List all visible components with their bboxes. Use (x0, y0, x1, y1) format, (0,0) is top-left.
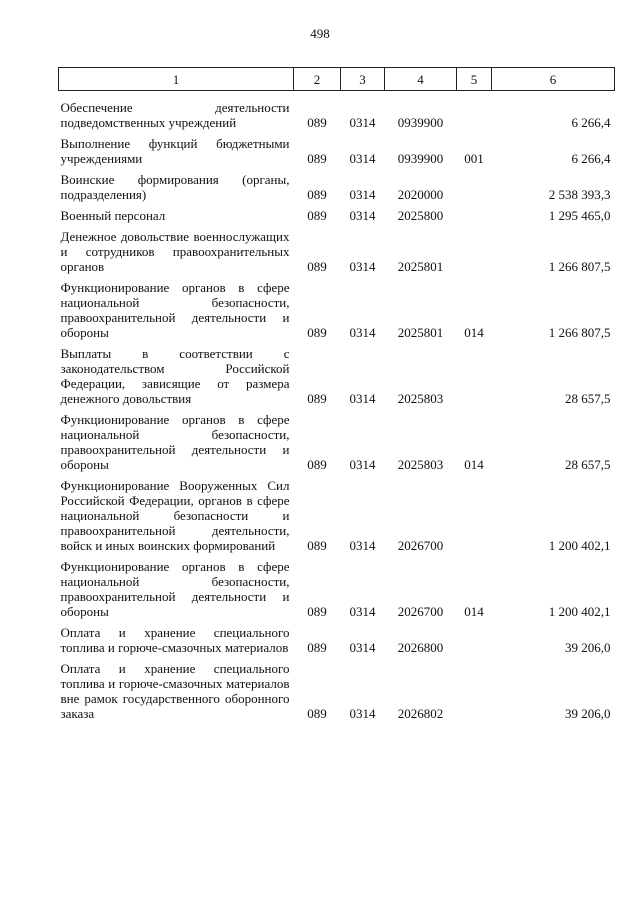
row-col-4: 0939900 (397, 115, 444, 130)
row-name: Военный персонал (60, 208, 166, 223)
row-col-5 (457, 202, 492, 223)
row-name: Денежное довольствие военнослужащих и сотрудников правоохранительных органов (60, 229, 290, 274)
row-col-5: 014 (464, 457, 484, 472)
table-row (59, 406, 615, 472)
row-amount: 1 295 465,0 (548, 208, 611, 223)
row-col-4: 2026800 (397, 640, 444, 655)
row-name: Оплата и хранение специального топлива и горюче-смазочных материалов вне рамок государственного оборонного заказа (60, 661, 290, 721)
table-row (59, 340, 615, 406)
row-amount: 1 200 402,1 (548, 604, 611, 619)
budget-table (58, 67, 615, 721)
row-name: Воинские формирования (органы, подразделения) (60, 172, 290, 202)
table-row (59, 619, 615, 655)
row-col-4: 2025803 (397, 457, 444, 472)
row-amount: 1 266 807,5 (548, 259, 611, 274)
row-name: Функционирование Вооруженных Сил Российской Федерации, органов в сфере национальной безопасности и правоохранительной деятельности, войск и иных воинских формирований (60, 478, 290, 553)
table-row (59, 166, 615, 202)
header-col-1: 1 (59, 68, 294, 91)
row-amount: 6 266,4 (571, 115, 611, 130)
row-col-2: 089 (307, 151, 327, 166)
table-row (59, 223, 615, 274)
table-row (59, 655, 615, 721)
row-name: Функционирование органов в сфере национальной безопасности, правоохранительной деятельности и обороны (60, 280, 290, 340)
row-col-4: 2026700 (397, 604, 444, 619)
header-col-4: 4 (385, 68, 457, 91)
table-row (59, 553, 615, 619)
row-col-3: 0314 (349, 325, 376, 340)
row-col-4: 2025801 (397, 259, 444, 274)
row-col-3: 0314 (349, 706, 376, 721)
page-number: 498 (310, 26, 330, 41)
row-col-2: 089 (307, 391, 327, 406)
row-col-4: 2026700 (397, 538, 444, 553)
header-col-5: 5 (457, 68, 492, 91)
row-name: Функционирование органов в сфере национальной безопасности, правоохранительной деятельности и обороны (60, 559, 290, 619)
row-col-5 (457, 472, 492, 553)
row-col-2: 089 (307, 259, 327, 274)
table-row (59, 472, 615, 553)
row-name: Выполнение функций бюджетными учреждениями (60, 136, 290, 166)
table-row (59, 130, 615, 166)
row-col-3: 0314 (349, 457, 376, 472)
row-col-3: 0314 (349, 208, 376, 223)
row-col-3: 0314 (349, 391, 376, 406)
row-col-2: 089 (307, 187, 327, 202)
row-col-3: 0314 (349, 259, 376, 274)
row-col-2: 089 (307, 208, 327, 223)
row-amount: 39 206,0 (565, 640, 611, 655)
row-amount: 6 266,4 (571, 151, 611, 166)
row-col-5 (457, 655, 492, 721)
row-col-5 (457, 223, 492, 274)
row-col-4: 2020000 (397, 187, 444, 202)
row-amount: 28 657,5 (565, 457, 611, 472)
header-col-3: 3 (341, 68, 385, 91)
row-col-5 (457, 166, 492, 202)
row-amount: 28 657,5 (565, 391, 611, 406)
table-row (59, 91, 615, 131)
row-col-2: 089 (307, 640, 327, 655)
row-col-5: 001 (464, 151, 484, 166)
row-col-5: 014 (464, 325, 484, 340)
row-name: Выплаты в соответствии с законодательством Российской Федерации, зависящие от размера денежного довольствия (60, 346, 290, 406)
table-row (59, 202, 615, 223)
row-name: Обеспечение деятельности подведомственных учреждений (60, 100, 290, 130)
row-amount: 1 266 807,5 (548, 325, 611, 340)
table-header-row (59, 68, 615, 91)
row-col-3: 0314 (349, 187, 376, 202)
row-col-4: 2025803 (397, 391, 444, 406)
row-col-4: 2026802 (397, 706, 444, 721)
row-amount: 1 200 402,1 (548, 538, 611, 553)
table-row (59, 274, 615, 340)
row-col-3: 0314 (349, 640, 376, 655)
row-name: Оплата и хранение специального топлива и горюче-смазочных материалов (60, 625, 290, 655)
row-col-4: 0939900 (397, 151, 444, 166)
row-amount: 2 538 393,3 (548, 187, 611, 202)
row-col-2: 089 (307, 604, 327, 619)
row-col-2: 089 (307, 325, 327, 340)
row-col-2: 089 (307, 115, 327, 130)
row-col-3: 0314 (349, 538, 376, 553)
row-col-5: 014 (464, 604, 484, 619)
header-col-6: 6 (492, 68, 615, 91)
row-col-3: 0314 (349, 115, 376, 130)
row-name: Функционирование органов в сфере национальной безопасности, правоохранительной деятельности и обороны (60, 412, 290, 472)
row-col-3: 0314 (349, 604, 376, 619)
row-col-5 (457, 91, 492, 131)
row-col-3: 0314 (349, 151, 376, 166)
row-col-2: 089 (307, 706, 327, 721)
row-col-2: 089 (307, 457, 327, 472)
row-amount: 39 206,0 (565, 706, 611, 721)
row-col-4: 2025801 (397, 325, 444, 340)
row-col-2: 089 (307, 538, 327, 553)
row-col-5 (457, 619, 492, 655)
row-col-5 (457, 340, 492, 406)
row-col-4: 2025800 (397, 208, 444, 223)
header-col-2: 2 (294, 68, 341, 91)
